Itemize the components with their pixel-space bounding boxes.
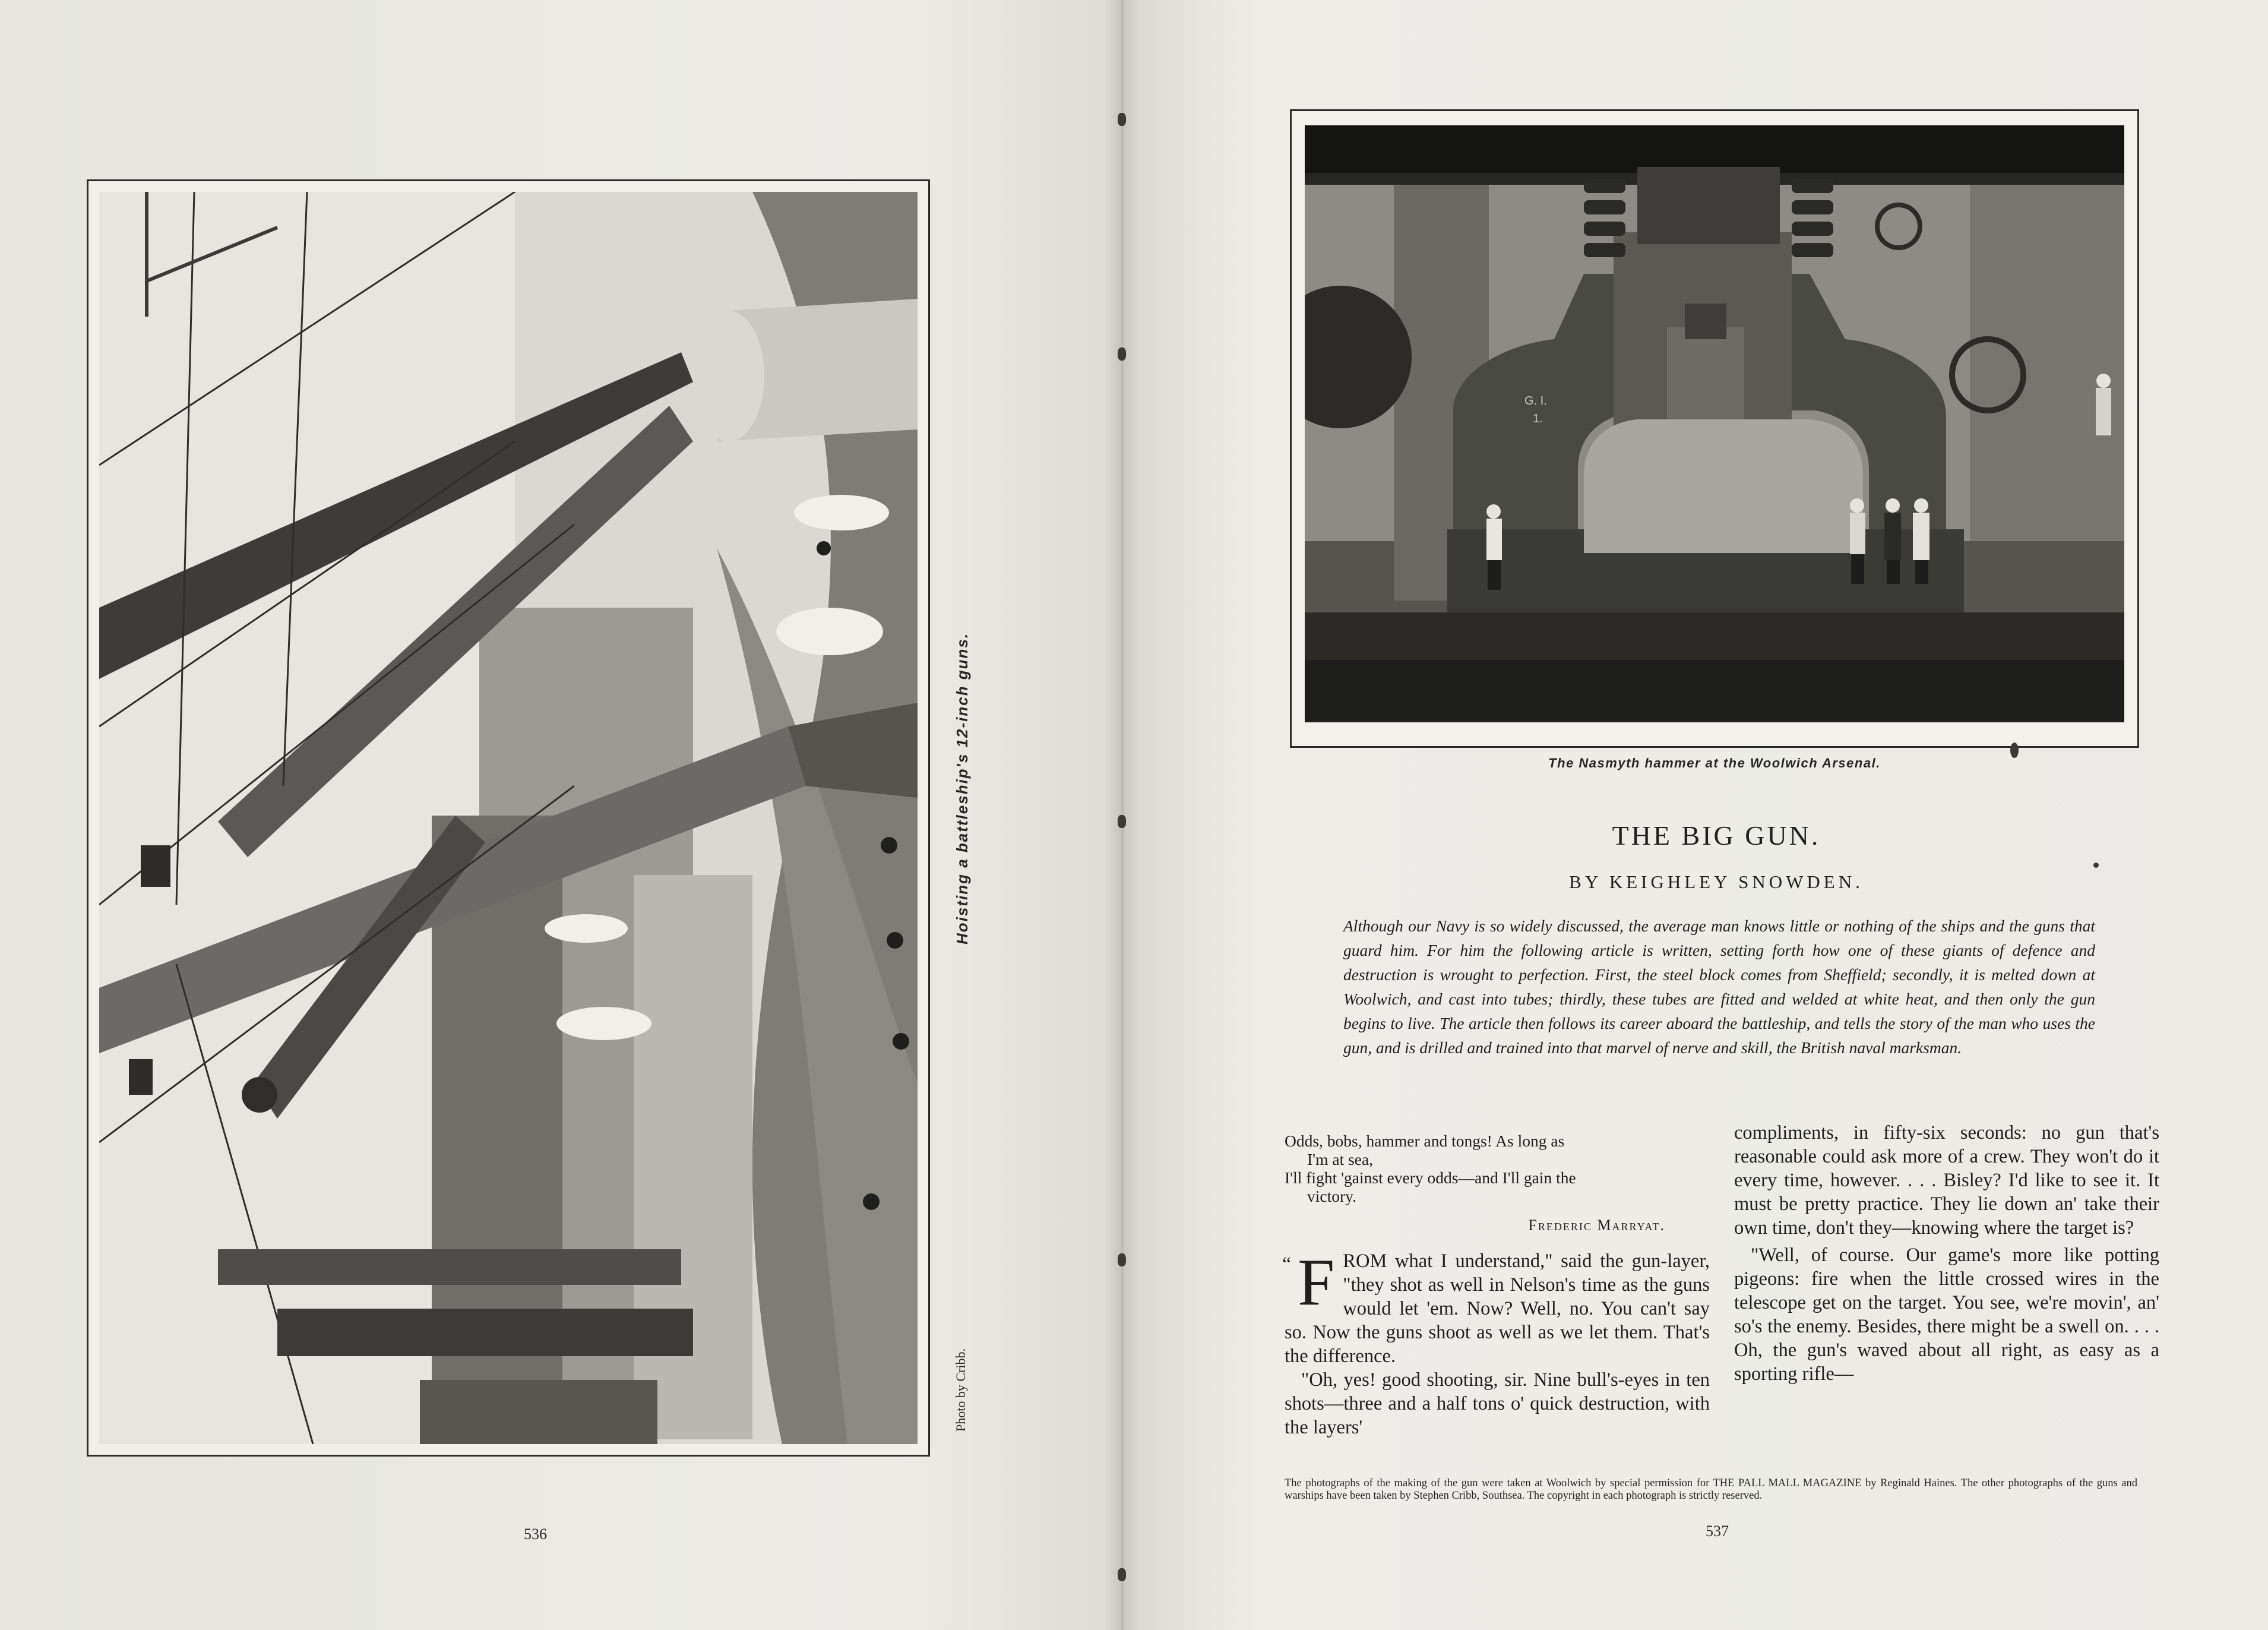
body-paragraph: "Oh, yes! good shooting, sir. Nine bull's-eyes in ten shots—three and a half tons o' quick destruction, with the layers' xyxy=(1285,1369,1710,1438)
opening-paragraph xyxy=(1282,1246,1710,1368)
binding-stitch xyxy=(1118,1568,1126,1581)
body-paragraph: compliments, in fifty-six seconds: no gun that's reasonable could ask more of a crew. They won't do it every time, however. . . . Bisley? I'd like to see it. It must be pretty practice. They lie down an' take their own time, don't they—knowing where the target is? xyxy=(1734,1122,2159,1239)
binding-stitch xyxy=(1118,113,1126,126)
verse-line: I'm at sea, xyxy=(1307,1150,1374,1168)
article-byline: BY KEIGHLEY SNOWDEN. xyxy=(1569,871,1864,892)
article-intro: Although our Navy is so widely discussed, the average man knows little or nothing of the ships and the guns that guard him. For him the following article is written, setting forth how one of these giants of defence and destruction is wrought to perfection. First, the steel block comes from Sheffield; secondly, it is melted down at Woolwich, and cast into tubes; thirdly, these tubes are fitted and welded at white heat, and then only the gun begins to live. The article then follows its career aboard the battleship, and tells the story of the man who uses the gun, and is drilled and trained into that marvel of nerve and skill, the British naval marksman. xyxy=(1343,917,2095,1057)
paper-speck xyxy=(2093,863,2099,868)
article-title: THE BIG GUN. xyxy=(1612,820,1821,851)
opening-quote-mark: “ xyxy=(1282,1253,1292,1275)
verse-line: Odds, bobs, hammer and tongs! As long as xyxy=(1285,1132,1565,1150)
hammer-inscription: G. I. xyxy=(1524,394,1547,407)
hammer-photo xyxy=(1290,109,2139,748)
binding-stitch xyxy=(1118,348,1126,361)
nasmyth-hammer-illustration xyxy=(1305,125,2124,722)
battleship-photo xyxy=(87,179,930,1457)
body-paragraph: ROM what I understand," said the gun-layer, "they shot as well in Nelson's time as the guns would let 'em. Now? Well, no. You can't say so. Now the guns shoot as well as we let them. That's the difference. xyxy=(1285,1250,1710,1367)
text-column-right xyxy=(1734,1121,2159,1386)
epigraph-verse xyxy=(1285,1132,1710,1205)
epigraph-author: Frederic Marryat. xyxy=(1528,1217,1665,1234)
photo-credit: Photo by Cribb. xyxy=(953,1348,968,1432)
text-column-left xyxy=(1282,1132,1710,1439)
verse-line: I'll fight 'gainst every odds—and I'll gain the xyxy=(1285,1168,1576,1187)
photo-caption: The Nasmyth hammer at the Woolwich Arsenal. xyxy=(1548,756,1881,770)
binding-stitch xyxy=(1118,1253,1126,1266)
page-number-right: 537 xyxy=(1706,1522,1729,1540)
paper-speck xyxy=(2010,743,2019,758)
side-caption: Hoisting a battleship's 12-inch guns. xyxy=(953,632,971,944)
verse-line: victory. xyxy=(1307,1187,1356,1205)
binding-stitch xyxy=(1118,815,1126,828)
svg-text:1.: 1. xyxy=(1533,412,1543,425)
battleship-illustration xyxy=(99,192,918,1444)
page-number-left: 536 xyxy=(524,1525,547,1543)
drop-cap: F xyxy=(1298,1246,1335,1319)
footnote: The photographs of the making of the gun were taken at Woolwich by special permission for THE PALL MALL MAGAZINE by Reginald Haines. The other photographs of the guns and warships have been taken by Stephen Cribb, Southsea. The copyright in each photograph is strictly reserved. xyxy=(1285,1477,2137,1502)
body-paragraph: "Well, of course. Our game's more like potting pigeons: fire when the little crossed wires in the telescope get on the target. You see, we're movin', an' so's the enemy. Besides, there might be a swell on. . . . Oh, the gun's waved about all right, as easy as a sporting rifle— xyxy=(1734,1244,2159,1385)
